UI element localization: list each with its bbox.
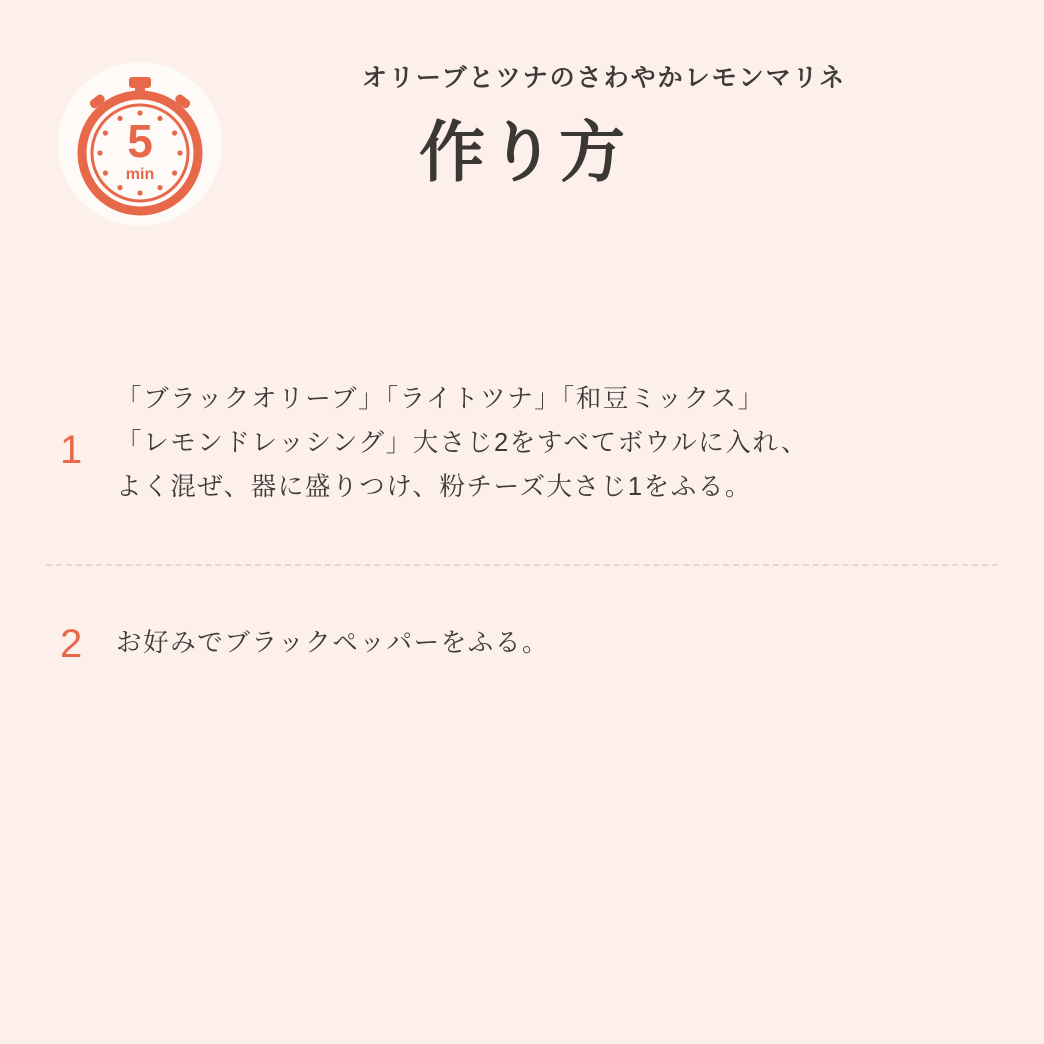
step-item bbox=[0, 618, 1044, 666]
step-item bbox=[0, 378, 1044, 510]
step-text bbox=[116, 378, 998, 510]
card-header bbox=[0, 0, 1044, 256]
cooking-time-badge bbox=[58, 62, 222, 226]
step-number: 2 bbox=[60, 621, 83, 666]
step-text bbox=[116, 618, 998, 666]
step-text-line: 「レモンドレッシング」大さじ2をすべてボウルに入れ、 bbox=[116, 428, 809, 457]
section-heading: 作り方 bbox=[419, 115, 629, 189]
cooking-time-unit: min bbox=[125, 166, 155, 183]
steps-list bbox=[0, 378, 1044, 665]
cooking-time-value: 5 bbox=[127, 115, 153, 167]
step-divider bbox=[46, 564, 998, 566]
stopwatch-icon bbox=[65, 69, 215, 219]
step-text-line: お好みでブラックペッパーをふる。 bbox=[116, 628, 550, 657]
step-text-line: よく混ぜ、器に盛りつけ、粉チーズ大さじ1をふる。 bbox=[116, 472, 753, 501]
recipe-title: オリーブとツナのさわやかレモンマリネ bbox=[361, 64, 847, 92]
step-number: 1 bbox=[60, 428, 83, 472]
step-text-line: 「ブラックオリーブ」「ライトツナ」「和豆ミックス」 bbox=[116, 385, 765, 413]
